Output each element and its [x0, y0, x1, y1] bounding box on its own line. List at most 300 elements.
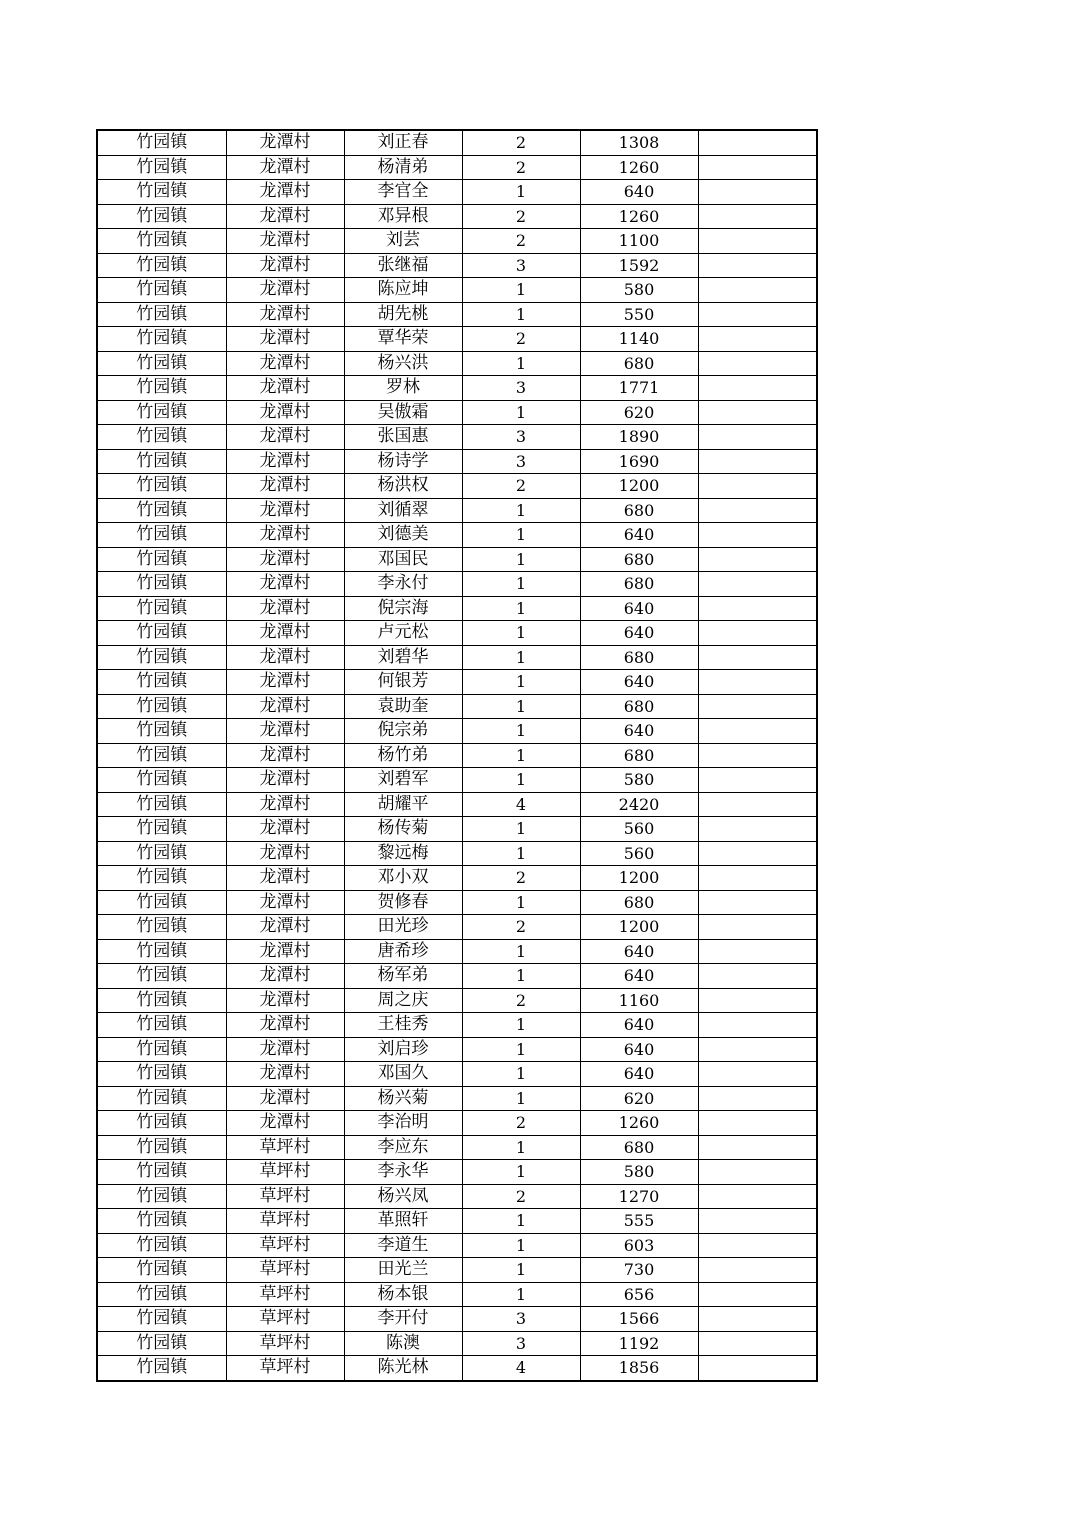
table-row — [97, 1111, 817, 1136]
town-cell: 竹园镇 — [97, 792, 226, 817]
town-cell: 竹园镇 — [97, 1062, 226, 1087]
name-cell: 革照轩 — [344, 1209, 462, 1234]
note-cell — [698, 1331, 817, 1356]
name-cell: 杨兴凤 — [344, 1184, 462, 1209]
name-cell: 李永付 — [344, 572, 462, 597]
amount-cell: 1260 — [580, 155, 698, 180]
name-cell: 张继福 — [344, 253, 462, 278]
amount-cell: 1566 — [580, 1307, 698, 1332]
table-row — [97, 474, 817, 499]
note-cell — [698, 204, 817, 229]
table-row — [97, 425, 817, 450]
amount-cell: 580 — [580, 768, 698, 793]
name-cell: 杨竹弟 — [344, 743, 462, 768]
village-cell: 龙潭村 — [226, 596, 344, 621]
count-cell: 2 — [462, 866, 580, 891]
count-cell: 4 — [462, 1356, 580, 1381]
amount-cell: 1771 — [580, 376, 698, 401]
note-cell — [698, 155, 817, 180]
town-cell: 竹园镇 — [97, 841, 226, 866]
name-cell: 邓小双 — [344, 866, 462, 891]
note-cell — [698, 1086, 817, 1111]
count-cell: 1 — [462, 645, 580, 670]
table-row — [97, 1086, 817, 1111]
count-cell: 1 — [462, 1037, 580, 1062]
name-cell: 刘循翠 — [344, 498, 462, 523]
town-cell: 竹园镇 — [97, 964, 226, 989]
count-cell: 1 — [462, 596, 580, 621]
town-cell: 竹园镇 — [97, 204, 226, 229]
table-row — [97, 351, 817, 376]
amount-cell: 550 — [580, 302, 698, 327]
village-cell: 龙潭村 — [226, 302, 344, 327]
table-row — [97, 1282, 817, 1307]
amount-cell: 1690 — [580, 449, 698, 474]
table-row — [97, 890, 817, 915]
name-cell: 杨兴洪 — [344, 351, 462, 376]
note-cell — [698, 915, 817, 940]
note-cell — [698, 1184, 817, 1209]
count-cell: 1 — [462, 278, 580, 303]
table-row — [97, 523, 817, 548]
name-cell: 李道生 — [344, 1233, 462, 1258]
name-cell: 刘碧军 — [344, 768, 462, 793]
note-cell — [698, 1037, 817, 1062]
village-cell: 龙潭村 — [226, 253, 344, 278]
count-cell: 2 — [462, 915, 580, 940]
count-cell: 1 — [462, 939, 580, 964]
village-cell: 草坪村 — [226, 1282, 344, 1307]
amount-cell: 680 — [580, 694, 698, 719]
town-cell: 竹园镇 — [97, 1086, 226, 1111]
note-cell — [698, 449, 817, 474]
village-cell: 龙潭村 — [226, 988, 344, 1013]
count-cell: 1 — [462, 841, 580, 866]
village-cell: 龙潭村 — [226, 572, 344, 597]
amount-cell: 620 — [580, 1086, 698, 1111]
note-cell — [698, 1356, 817, 1381]
name-cell: 杨洪权 — [344, 474, 462, 499]
name-cell: 陈澳 — [344, 1331, 462, 1356]
town-cell: 竹园镇 — [97, 1331, 226, 1356]
table-row — [97, 792, 817, 817]
village-cell: 龙潭村 — [226, 229, 344, 254]
count-cell: 1 — [462, 719, 580, 744]
name-cell: 何银芳 — [344, 670, 462, 695]
table-row — [97, 645, 817, 670]
town-cell: 竹园镇 — [97, 253, 226, 278]
table-row — [97, 1307, 817, 1332]
name-cell: 卢元松 — [344, 621, 462, 646]
town-cell: 竹园镇 — [97, 866, 226, 891]
town-cell: 竹园镇 — [97, 449, 226, 474]
note-cell — [698, 327, 817, 352]
note-cell — [698, 425, 817, 450]
amount-cell: 640 — [580, 1037, 698, 1062]
note-cell — [698, 376, 817, 401]
village-cell: 龙潭村 — [226, 1062, 344, 1087]
amount-cell: 1192 — [580, 1331, 698, 1356]
amount-cell: 580 — [580, 1160, 698, 1185]
village-cell: 龙潭村 — [226, 204, 344, 229]
village-cell: 龙潭村 — [226, 498, 344, 523]
village-cell: 龙潭村 — [226, 964, 344, 989]
village-cell: 龙潭村 — [226, 523, 344, 548]
amount-cell: 680 — [580, 645, 698, 670]
table-row — [97, 498, 817, 523]
note-cell — [698, 474, 817, 499]
amount-cell: 680 — [580, 351, 698, 376]
name-cell: 邓异根 — [344, 204, 462, 229]
amount-cell: 680 — [580, 1135, 698, 1160]
amount-cell: 1856 — [580, 1356, 698, 1381]
name-cell: 陈光林 — [344, 1356, 462, 1381]
town-cell: 竹园镇 — [97, 278, 226, 303]
table-row — [97, 1233, 817, 1258]
name-cell: 覃华荣 — [344, 327, 462, 352]
amount-cell: 640 — [580, 939, 698, 964]
town-cell: 竹园镇 — [97, 425, 226, 450]
note-cell — [698, 1307, 817, 1332]
name-cell: 刘德美 — [344, 523, 462, 548]
count-cell: 2 — [462, 204, 580, 229]
name-cell: 袁助奎 — [344, 694, 462, 719]
count-cell: 2 — [462, 229, 580, 254]
town-cell: 竹园镇 — [97, 1356, 226, 1381]
name-cell: 贺修春 — [344, 890, 462, 915]
village-cell: 龙潭村 — [226, 278, 344, 303]
table-row — [97, 327, 817, 352]
name-cell: 邓国久 — [344, 1062, 462, 1087]
count-cell: 1 — [462, 498, 580, 523]
town-cell: 竹园镇 — [97, 130, 226, 155]
note-cell — [698, 498, 817, 523]
note-cell — [698, 743, 817, 768]
table-row — [97, 204, 817, 229]
count-cell: 2 — [462, 327, 580, 352]
amount-cell: 640 — [580, 670, 698, 695]
name-cell: 倪宗海 — [344, 596, 462, 621]
table-row — [97, 1209, 817, 1234]
table-row — [97, 253, 817, 278]
note-cell — [698, 400, 817, 425]
amount-cell: 1160 — [580, 988, 698, 1013]
village-cell: 草坪村 — [226, 1160, 344, 1185]
note-cell — [698, 1282, 817, 1307]
name-cell: 刘芸 — [344, 229, 462, 254]
table-row — [97, 817, 817, 842]
village-cell: 龙潭村 — [226, 1013, 344, 1038]
table-row — [97, 939, 817, 964]
note-cell — [698, 817, 817, 842]
village-cell: 龙潭村 — [226, 1037, 344, 1062]
amount-cell: 1270 — [580, 1184, 698, 1209]
count-cell: 1 — [462, 1160, 580, 1185]
note-cell — [698, 130, 817, 155]
count-cell: 2 — [462, 1111, 580, 1136]
count-cell: 1 — [462, 964, 580, 989]
table-body — [97, 130, 817, 1381]
count-cell: 1 — [462, 1135, 580, 1160]
town-cell: 竹园镇 — [97, 400, 226, 425]
table-row — [97, 376, 817, 401]
note-cell — [698, 670, 817, 695]
count-cell: 1 — [462, 302, 580, 327]
table-row — [97, 229, 817, 254]
village-cell: 龙潭村 — [226, 351, 344, 376]
count-cell: 2 — [462, 988, 580, 1013]
name-cell: 张国惠 — [344, 425, 462, 450]
count-cell: 3 — [462, 449, 580, 474]
table-row — [97, 841, 817, 866]
table-row — [97, 1135, 817, 1160]
village-cell: 龙潭村 — [226, 817, 344, 842]
village-cell: 龙潭村 — [226, 425, 344, 450]
amount-cell: 680 — [580, 890, 698, 915]
village-cell: 龙潭村 — [226, 547, 344, 572]
town-cell: 竹园镇 — [97, 155, 226, 180]
town-cell: 竹园镇 — [97, 1013, 226, 1038]
note-cell — [698, 572, 817, 597]
note-cell — [698, 253, 817, 278]
amount-cell: 620 — [580, 400, 698, 425]
table-row — [97, 449, 817, 474]
name-cell: 杨诗学 — [344, 449, 462, 474]
count-cell: 1 — [462, 817, 580, 842]
town-cell: 竹园镇 — [97, 890, 226, 915]
village-cell: 龙潭村 — [226, 670, 344, 695]
name-cell: 李治明 — [344, 1111, 462, 1136]
town-cell: 竹园镇 — [97, 645, 226, 670]
town-cell: 竹园镇 — [97, 915, 226, 940]
amount-cell: 680 — [580, 498, 698, 523]
count-cell: 1 — [462, 1013, 580, 1038]
name-cell: 李官全 — [344, 180, 462, 205]
table-row — [97, 1037, 817, 1062]
table-row — [97, 768, 817, 793]
amount-cell: 560 — [580, 841, 698, 866]
table-row — [97, 743, 817, 768]
name-cell: 邓国民 — [344, 547, 462, 572]
village-cell: 草坪村 — [226, 1233, 344, 1258]
count-cell: 1 — [462, 1233, 580, 1258]
note-cell — [698, 1135, 817, 1160]
amount-cell: 640 — [580, 1013, 698, 1038]
amount-cell: 1140 — [580, 327, 698, 352]
town-cell: 竹园镇 — [97, 547, 226, 572]
note-cell — [698, 768, 817, 793]
village-cell: 龙潭村 — [226, 621, 344, 646]
town-cell: 竹园镇 — [97, 327, 226, 352]
count-cell: 1 — [462, 400, 580, 425]
village-cell: 龙潭村 — [226, 1086, 344, 1111]
note-cell — [698, 890, 817, 915]
table-row — [97, 572, 817, 597]
table-row — [97, 278, 817, 303]
amount-cell: 640 — [580, 180, 698, 205]
village-cell: 龙潭村 — [226, 130, 344, 155]
count-cell: 1 — [462, 1282, 580, 1307]
town-cell: 竹园镇 — [97, 1111, 226, 1136]
name-cell: 刘启珍 — [344, 1037, 462, 1062]
village-cell: 草坪村 — [226, 1184, 344, 1209]
village-cell: 龙潭村 — [226, 719, 344, 744]
note-cell — [698, 302, 817, 327]
name-cell: 田光兰 — [344, 1258, 462, 1283]
name-cell: 胡先桃 — [344, 302, 462, 327]
note-cell — [698, 645, 817, 670]
count-cell: 1 — [462, 351, 580, 376]
town-cell: 竹园镇 — [97, 1307, 226, 1332]
town-cell: 竹园镇 — [97, 1209, 226, 1234]
name-cell: 李永华 — [344, 1160, 462, 1185]
village-cell: 龙潭村 — [226, 327, 344, 352]
amount-cell: 1308 — [580, 130, 698, 155]
table-row — [97, 1184, 817, 1209]
table-row — [97, 400, 817, 425]
name-cell: 黎远梅 — [344, 841, 462, 866]
name-cell: 倪宗弟 — [344, 719, 462, 744]
name-cell: 刘正春 — [344, 130, 462, 155]
village-cell: 龙潭村 — [226, 743, 344, 768]
village-cell: 龙潭村 — [226, 939, 344, 964]
table-row — [97, 719, 817, 744]
table-row — [97, 547, 817, 572]
note-cell — [698, 229, 817, 254]
note-cell — [698, 1160, 817, 1185]
note-cell — [698, 964, 817, 989]
count-cell: 3 — [462, 425, 580, 450]
count-cell: 1 — [462, 1062, 580, 1087]
table-row — [97, 1356, 817, 1381]
table-row — [97, 130, 817, 155]
amount-cell: 2420 — [580, 792, 698, 817]
count-cell: 1 — [462, 547, 580, 572]
town-cell: 竹园镇 — [97, 768, 226, 793]
amount-cell: 640 — [580, 964, 698, 989]
amount-cell: 1890 — [580, 425, 698, 450]
count-cell: 2 — [462, 155, 580, 180]
count-cell: 1 — [462, 743, 580, 768]
village-cell: 草坪村 — [226, 1258, 344, 1283]
name-cell: 陈应坤 — [344, 278, 462, 303]
amount-cell: 640 — [580, 596, 698, 621]
town-cell: 竹园镇 — [97, 572, 226, 597]
name-cell: 罗林 — [344, 376, 462, 401]
town-cell: 竹园镇 — [97, 474, 226, 499]
amount-cell: 680 — [580, 743, 698, 768]
amount-cell: 640 — [580, 523, 698, 548]
note-cell — [698, 694, 817, 719]
town-cell: 竹园镇 — [97, 1135, 226, 1160]
name-cell: 周之庆 — [344, 988, 462, 1013]
town-cell: 竹园镇 — [97, 670, 226, 695]
village-cell: 龙潭村 — [226, 474, 344, 499]
village-cell: 草坪村 — [226, 1135, 344, 1160]
count-cell: 1 — [462, 572, 580, 597]
amount-cell: 640 — [580, 621, 698, 646]
village-cell: 龙潭村 — [226, 694, 344, 719]
amount-cell: 640 — [580, 1062, 698, 1087]
count-cell: 2 — [462, 474, 580, 499]
village-cell: 龙潭村 — [226, 1111, 344, 1136]
town-cell: 竹园镇 — [97, 596, 226, 621]
note-cell — [698, 866, 817, 891]
name-cell: 王桂秀 — [344, 1013, 462, 1038]
town-cell: 竹园镇 — [97, 498, 226, 523]
count-cell: 1 — [462, 523, 580, 548]
amount-cell: 640 — [580, 719, 698, 744]
count-cell: 1 — [462, 621, 580, 646]
note-cell — [698, 1013, 817, 1038]
town-cell: 竹园镇 — [97, 719, 226, 744]
count-cell: 1 — [462, 670, 580, 695]
name-cell: 杨军弟 — [344, 964, 462, 989]
town-cell: 竹园镇 — [97, 351, 226, 376]
town-cell: 竹园镇 — [97, 743, 226, 768]
town-cell: 竹园镇 — [97, 302, 226, 327]
count-cell: 1 — [462, 890, 580, 915]
town-cell: 竹园镇 — [97, 1160, 226, 1185]
note-cell — [698, 278, 817, 303]
note-cell — [698, 180, 817, 205]
count-cell: 3 — [462, 376, 580, 401]
name-cell: 李开付 — [344, 1307, 462, 1332]
note-cell — [698, 719, 817, 744]
note-cell — [698, 351, 817, 376]
count-cell: 3 — [462, 1307, 580, 1332]
town-cell: 竹园镇 — [97, 817, 226, 842]
town-cell: 竹园镇 — [97, 1037, 226, 1062]
table-row — [97, 670, 817, 695]
town-cell: 竹园镇 — [97, 694, 226, 719]
table-row — [97, 694, 817, 719]
amount-cell: 1260 — [580, 204, 698, 229]
table-row — [97, 621, 817, 646]
table-row — [97, 1062, 817, 1087]
village-cell: 草坪村 — [226, 1356, 344, 1381]
town-cell: 竹园镇 — [97, 988, 226, 1013]
amount-cell: 680 — [580, 572, 698, 597]
town-cell: 竹园镇 — [97, 1282, 226, 1307]
count-cell: 1 — [462, 1086, 580, 1111]
village-cell: 龙潭村 — [226, 449, 344, 474]
name-cell: 李应东 — [344, 1135, 462, 1160]
name-cell: 刘碧华 — [344, 645, 462, 670]
name-cell: 吴傲霜 — [344, 400, 462, 425]
count-cell: 2 — [462, 1184, 580, 1209]
amount-cell: 656 — [580, 1282, 698, 1307]
amount-cell: 560 — [580, 817, 698, 842]
note-cell — [698, 621, 817, 646]
table-row — [97, 988, 817, 1013]
note-cell — [698, 841, 817, 866]
name-cell: 唐希珍 — [344, 939, 462, 964]
town-cell: 竹园镇 — [97, 1184, 226, 1209]
note-cell — [698, 547, 817, 572]
village-cell: 草坪村 — [226, 1209, 344, 1234]
data-table — [96, 129, 818, 1382]
note-cell — [698, 1209, 817, 1234]
village-cell: 龙潭村 — [226, 768, 344, 793]
name-cell: 杨传菊 — [344, 817, 462, 842]
amount-cell: 680 — [580, 547, 698, 572]
amount-cell: 580 — [580, 278, 698, 303]
amount-cell: 555 — [580, 1209, 698, 1234]
table-row — [97, 155, 817, 180]
count-cell: 3 — [462, 1331, 580, 1356]
count-cell: 1 — [462, 180, 580, 205]
